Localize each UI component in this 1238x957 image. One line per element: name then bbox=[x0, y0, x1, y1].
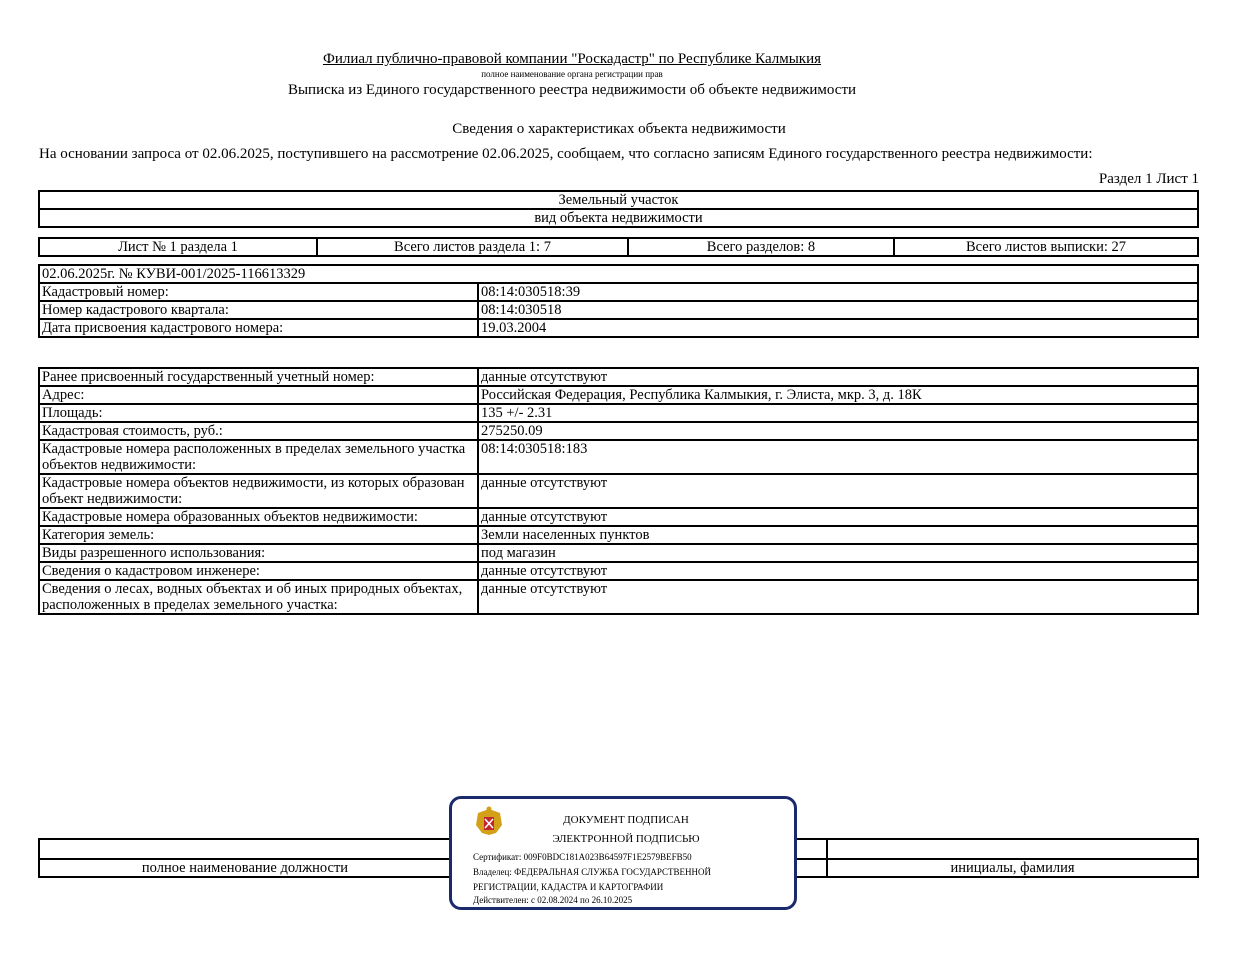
table-row bbox=[39, 422, 1198, 440]
table-row bbox=[39, 580, 1198, 614]
section-sheet: Раздел 1 Лист 1 bbox=[1098, 171, 1199, 187]
position-caption: полное наименование должности bbox=[39, 859, 451, 877]
record-number: 02.06.2025г. № КУВИ-001/2025-116613329 bbox=[39, 265, 1198, 283]
document-title: Выписка из Единого государственного реестра недвижимости об объекте недвижимости bbox=[287, 82, 857, 98]
sheet-number: Лист № 1 раздела 1 bbox=[39, 238, 317, 256]
section-sheets-total: Всего листов раздела 1: 7 bbox=[317, 238, 628, 256]
row-label: Виды разрешенного использования: bbox=[39, 544, 478, 562]
name-caption: инициалы, фамилия bbox=[827, 859, 1198, 877]
stamp-owner: Владелец: ФЕДЕРАЛЬНАЯ СЛУЖБА ГОСУДАРСТВЕННОЙ bbox=[473, 867, 712, 877]
row-label: Кадастровые номера расположенных в пределах земельного участка объектов недвижимости: bbox=[39, 440, 478, 474]
table-row bbox=[39, 508, 1198, 526]
row-label: Кадастровый номер: bbox=[39, 283, 478, 301]
electronic-signature-stamp bbox=[449, 796, 797, 910]
stamp-certificate: Сертификат: 009F0BDC181A023B64597F1E2579BEFB50 bbox=[473, 852, 692, 862]
table-row bbox=[39, 526, 1198, 544]
row-value: 19.03.2004 bbox=[478, 319, 1198, 337]
row-value: 08:14:030518 bbox=[478, 301, 1198, 319]
row-value: данные отсутствуют bbox=[478, 580, 1198, 614]
table-row bbox=[39, 319, 1198, 337]
row-value: 275250.09 bbox=[478, 422, 1198, 440]
ids-table bbox=[38, 264, 1199, 338]
row-label: Кадастровая стоимость, руб.: bbox=[39, 422, 478, 440]
row-label: Кадастровые номера образованных объектов недвижимости: bbox=[39, 508, 478, 526]
sheets-table bbox=[38, 237, 1199, 257]
stamp-line2: ЭЛЕКТРОННОЙ ПОДПИСЬЮ bbox=[552, 833, 700, 845]
row-value: данные отсутствуют bbox=[478, 508, 1198, 526]
table-row bbox=[39, 404, 1198, 422]
row-label: Сведения о кадастровом инженере: bbox=[39, 562, 478, 580]
row-label: Адрес: bbox=[39, 386, 478, 404]
org-caption: полное наименование органа регистрации прав bbox=[481, 69, 663, 79]
table-row bbox=[39, 283, 1198, 301]
row-value: данные отсутствуют bbox=[478, 562, 1198, 580]
stamp-line1: ДОКУМЕНТ ПОДПИСАН bbox=[563, 814, 689, 826]
table-row bbox=[39, 544, 1198, 562]
stamp-validity: Действителен: с 02.08.2024 по 26.10.2025 bbox=[473, 895, 633, 905]
row-label: Площадь: bbox=[39, 404, 478, 422]
table-row bbox=[39, 368, 1198, 386]
object-type-table bbox=[38, 190, 1199, 228]
table-row bbox=[39, 562, 1198, 580]
table-row bbox=[39, 386, 1198, 404]
object-type-caption: вид объекта недвижимости bbox=[39, 209, 1198, 227]
row-label: Дата присвоения кадастрового номера: bbox=[39, 319, 478, 337]
details-table bbox=[38, 367, 1199, 615]
row-value: данные отсутствуют bbox=[478, 474, 1198, 508]
table-row bbox=[39, 301, 1198, 319]
row-value: 135 +/- 2.31 bbox=[478, 404, 1198, 422]
object-type: Земельный участок bbox=[39, 191, 1198, 209]
stamp-owner-cont: РЕГИСТРАЦИИ, КАДАСТРА И КАРТОГРАФИИ bbox=[473, 882, 664, 892]
row-label: Номер кадастрового квартала: bbox=[39, 301, 478, 319]
row-label: Категория земель: bbox=[39, 526, 478, 544]
table-row bbox=[39, 440, 1198, 474]
org-name: Филиал публично-правовой компании "Роскадастр" по Республике Калмыкия bbox=[322, 51, 822, 67]
table-row bbox=[39, 474, 1198, 508]
request-text: На основании запроса от 02.06.2025, поступившего на рассмотрение 02.06.2025, сообщаем, что согласно записям Единого государственного реестра недвижимости: bbox=[39, 146, 1093, 162]
row-value: Земли населенных пунктов bbox=[478, 526, 1198, 544]
row-value: под магазин bbox=[478, 544, 1198, 562]
row-value: 08:14:030518:39 bbox=[478, 283, 1198, 301]
row-value: 08:14:030518:183 bbox=[478, 440, 1198, 474]
row-label: Сведения о лесах, водных объектах и об иных природных объектах, расположенных в пределах земельного участка: bbox=[39, 580, 478, 614]
document-subtitle: Сведения о характеристиках объекта недвижимости bbox=[452, 121, 786, 137]
row-label: Кадастровые номера объектов недвижимости, из которых образован объект недвижимости: bbox=[39, 474, 478, 508]
row-label: Ранее присвоенный государственный учетный номер: bbox=[39, 368, 478, 386]
row-value: данные отсутствуют bbox=[478, 368, 1198, 386]
sections-total: Всего разделов: 8 bbox=[628, 238, 894, 256]
extract-sheets-total: Всего листов выписки: 27 bbox=[894, 238, 1198, 256]
row-value: Российская Федерация, Республика Калмыкия, г. Элиста, мкр. 3, д. 18К bbox=[478, 386, 1198, 404]
